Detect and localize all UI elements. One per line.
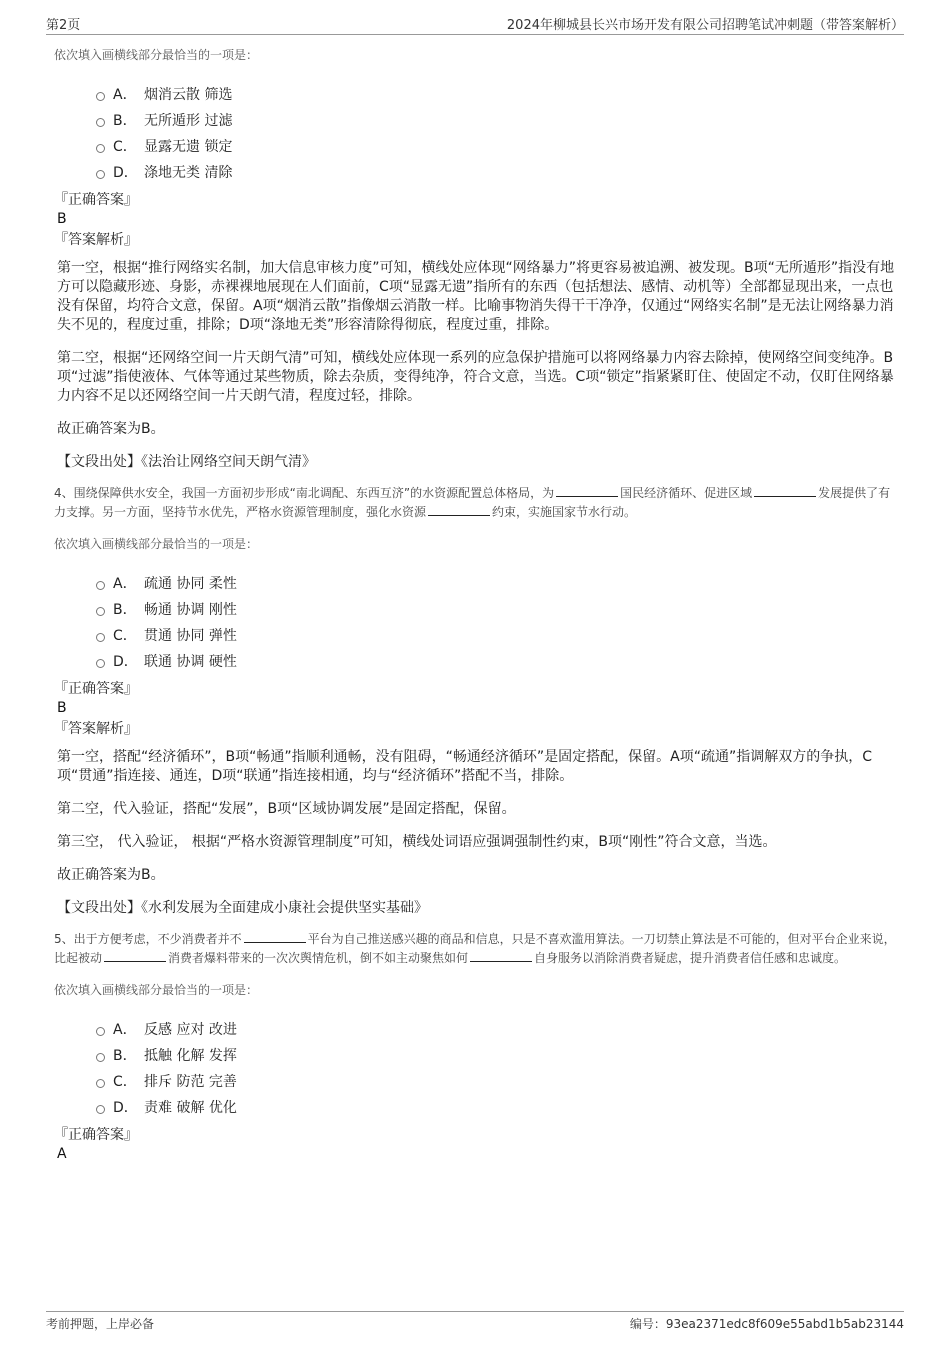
q3-option-d[interactable]: D． 涤地无类 清除 <box>96 159 896 185</box>
q3-option-b[interactable]: B． 无所遁形 过滤 <box>96 107 896 133</box>
q3-option-a[interactable]: A． 烟消云散 筛选 <box>96 81 896 107</box>
q3-option-c[interactable]: C． 显露无遗 锁定 <box>96 133 896 159</box>
q4-stem: 4、围绕保障供水安全，我国一方面初步形成“南北调配、东西互济”的水资源配置总体格局，为 国民经济循环、促进区域 发展提供了有力支撑。另一方面，坚持节水优先，严格水资源管理制度，强化水资源 约束，实施国家节水行动。 <box>54 486 891 519</box>
q3-analysis-3: 故正确答案为B。 <box>57 421 165 437</box>
q5-answer: A <box>57 1146 67 1162</box>
radio-icon[interactable] <box>96 1053 105 1062</box>
radio-icon[interactable] <box>96 170 105 179</box>
q5-option-c[interactable]: C． 排斥 防范 完善 <box>96 1068 896 1094</box>
radio-icon[interactable] <box>96 1079 105 1088</box>
q3-analysis-label: 『答案解析』 <box>54 232 138 248</box>
blank-line <box>556 484 618 497</box>
q4-analysis-4: 故正确答案为B。 <box>57 867 165 883</box>
page-footer <box>46 1311 904 1331</box>
q4-options <box>54 570 896 674</box>
document-title: 2024年柳城县长兴市场开发有限公司招聘笔试冲刺题（带答案解析） <box>506 18 904 33</box>
q5-prompt: 依次填入画横线部分最恰当的一项是： <box>54 983 259 997</box>
q4-analysis-label: 『答案解析』 <box>54 721 138 737</box>
blank-line <box>428 503 490 516</box>
footer-slogan: 考前押题，上岸必备 <box>46 1317 155 1331</box>
q5-option-b[interactable]: B． 抵触 化解 发挥 <box>96 1042 896 1068</box>
q4-analysis-2: 第二空，代入验证，搭配“发展”，B项“区域协调发展”是固定搭配，保留。 <box>57 801 516 817</box>
q5-stem: 5、出于方便考虑，不少消费者并不 平台为自己推送感兴趣的商品和信息，只是不喜欢滥用算法。一刀切禁止算法是不可能的，但对平台企业来说，比起被动 消费者爆料带来的一次次舆情危机，倒不如主动聚焦如何 自身服务以消除消费者疑虑，提升消费者信任感和忠诚度。 <box>54 932 896 965</box>
q3-prompt: 依次填入画横线部分最恰当的一项是： <box>54 48 259 62</box>
q4-source: 【文段出处】《水利发展为全面建成小康社会提供坚实基础》 <box>57 900 428 916</box>
q3-analysis-2: 第二空，根据“还网络空间一片天朗气清”可知，横线处应体现一系列的应急保护措施可以将网络暴力内容去除掉，使网络空间变纯净。B项“过滤”指使液体、气体等通过某些物质，除去杂质，变得纯净，符合文意，当选。C项“锁定”指紧紧盯住、使固定不动，仅盯住网络暴力内容不足以还网络空间一片天朗气清，程度过轻，排除。 <box>57 350 894 404</box>
q4-option-a[interactable]: A． 疏通 协同 柔性 <box>96 570 896 596</box>
q4-option-c[interactable]: C． 贯通 协同 弹性 <box>96 622 896 648</box>
q4-answer: B <box>57 700 67 716</box>
radio-icon[interactable] <box>96 607 105 616</box>
q3-analysis-1: 第一空，根据“推行网络实名制，加大信息审核力度”可知，横线处应体现“网络暴力”将更容易被追溯、被发现。B项“无所遁形”指没有地方可以隐藏形迹、身影，赤裸裸地展现在人们面前，C项“显露无遗”指所有的东西（包括想法、感情、动机等）全部都显现出来，一点也没有保留，均符合文意，保留。A项“烟消云散”指像烟云消散一样。比喻事物消失得干干净净，仅通过“网络实名制”是无法让网络暴力消失不见的，程度过重，排除；D项“涤地无类”形容清除得彻底，程度过重，排除。 <box>57 260 895 333</box>
q3-options <box>54 81 896 185</box>
radio-icon[interactable] <box>96 581 105 590</box>
blank-line <box>244 930 306 943</box>
q4-prompt: 依次填入画横线部分最恰当的一项是： <box>54 537 259 551</box>
blank-line <box>104 949 166 962</box>
q5-option-d[interactable]: D． 责难 破解 优化 <box>96 1094 896 1120</box>
q4-option-d[interactable]: D． 联通 协调 硬性 <box>96 648 896 674</box>
q4-answer-label: 『正确答案』 <box>54 681 138 697</box>
q3-source: 【文段出处】《法治让网络空间天朗气清》 <box>57 454 316 470</box>
q4-option-b[interactable]: B． 畅通 协调 刚性 <box>96 596 896 622</box>
page-header <box>46 14 904 35</box>
q4-analysis-1: 第一空，搭配“经济循环”，B项“畅通”指顺利通畅，没有阻碍，“畅通经济循环”是固定搭配，保留。A项“疏通”指调解双方的争执，C项“贯通”指连接、通连，D项“联通”指连接相通，均与“经济循环”搭配不当，排除。 <box>57 749 872 784</box>
document-id: 编号：93ea2371edc8f609e55abd1b5ab23144 <box>629 1317 904 1331</box>
q4-analysis-3: 第三空， 代入验证， 根据“严格水资源管理制度”可知，横线处词语应强调强制性约束，B项“刚性”符合文意，当选。 <box>57 834 777 850</box>
radio-icon[interactable] <box>96 633 105 642</box>
blank-line <box>470 949 532 962</box>
q3-answer: B <box>57 211 67 227</box>
radio-icon[interactable] <box>96 118 105 127</box>
q5-option-a[interactable]: A． 反感 应对 改进 <box>96 1016 896 1042</box>
page-content <box>54 44 896 1163</box>
q3-answer-label: 『正确答案』 <box>54 192 138 208</box>
radio-icon[interactable] <box>96 1105 105 1114</box>
radio-icon[interactable] <box>96 659 105 668</box>
radio-icon[interactable] <box>96 92 105 101</box>
blank-line <box>754 484 816 497</box>
radio-icon[interactable] <box>96 1027 105 1036</box>
q5-answer-label: 『正确答案』 <box>54 1127 138 1143</box>
q5-options <box>54 1016 896 1120</box>
page-number: 第2页 <box>46 18 81 33</box>
radio-icon[interactable] <box>96 144 105 153</box>
